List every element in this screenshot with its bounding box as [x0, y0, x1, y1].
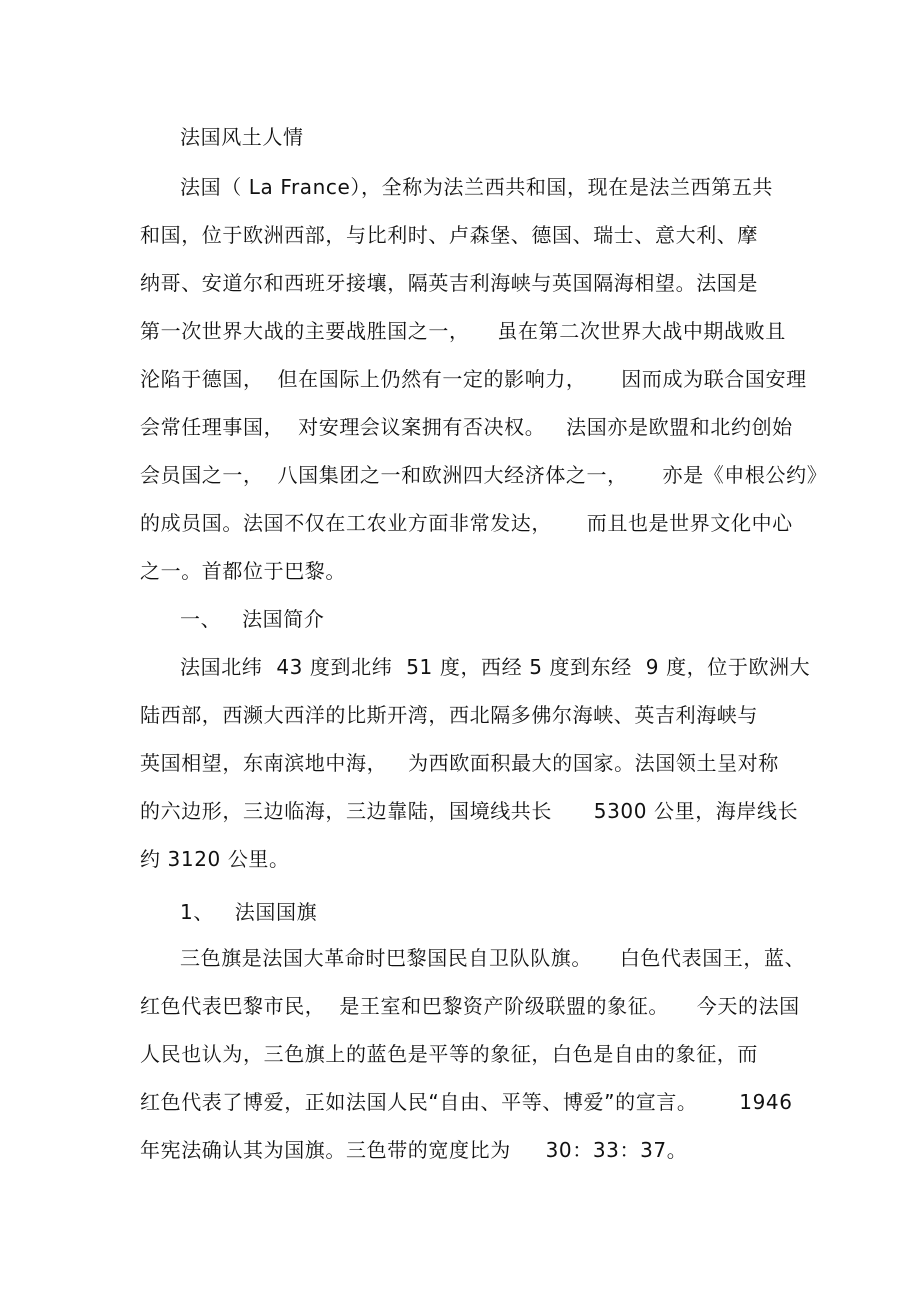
flag-line-5: 年宪法确认其为国旗。三色带的宽度比为 30：33：37。 — [140, 1138, 688, 1162]
document-title: 法国风土人情 — [180, 125, 304, 149]
intro-line-4: 第一次世界大战的主要战胜国之一， 虽在第二次世界大战中期战败且 — [140, 319, 786, 343]
section-heading-overview: 一、 法国简介 — [180, 607, 325, 631]
intro-line-5: 沦陷于德国， 但在国际上仍然有一定的影响力， 因而成为联合国安理 — [140, 367, 807, 391]
overview-line-5: 约 3120 公里。 — [140, 847, 290, 871]
flag-line-1: 三色旗是法国大革命时巴黎国民自卫队队旗。 白色代表国王，蓝、 — [180, 946, 806, 970]
overview-line-1: 法国北纬 43 度到北纬 51 度，西经 5 度到东经 9 度，位于欧洲大 — [180, 655, 811, 679]
intro-line-1: 法国（ La France），全称为法兰西共和国，现在是法兰西第五共 — [180, 175, 774, 199]
flag-line-2: 红色代表巴黎市民， 是王室和巴黎资产阶级联盟的象征。 今天的法国 — [140, 994, 800, 1018]
intro-line-9: 之一。首都位于巴黎。 — [140, 559, 346, 583]
intro-line-7: 会员国之一， 八国集团之一和欧洲四大经济体之一， 亦是《申根公约》 — [140, 463, 828, 487]
intro-line-2: 和国，位于欧洲西部，与比利时、卢森堡、德国、瑞士、意大利、摩 — [140, 223, 758, 247]
subsection-heading-flag: 1、 法国国旗 — [180, 900, 318, 924]
intro-line-8: 的成员国。法国不仅在工农业方面非常发达， 而且也是世界文化中心 — [140, 511, 793, 535]
intro-line-6: 会常任理事国， 对安理会议案拥有否决权。 法国亦是欧盟和北约创始 — [140, 415, 793, 439]
flag-line-3: 人民也认为，三色旗上的蓝色是平等的象征，白色是自由的象征，而 — [140, 1042, 758, 1066]
overview-line-2: 陆西部，西濒大西洋的比斯开湾，西北隔多佛尔海峡、英吉利海峡与 — [140, 703, 758, 727]
overview-line-3: 英国相望，东南滨地中海， 为西欧面积最大的国家。法国领土呈对称 — [140, 751, 779, 775]
overview-line-4: 的六边形，三边临海，三边靠陆，国境线共长 5300 公里，海岸线长 — [140, 799, 799, 823]
intro-line-3: 纳哥、安道尔和西班牙接壤，隔英吉利海峡与英国隔海相望。法国是 — [140, 271, 758, 295]
flag-line-4: 红色代表了博爱，正如法国人民“自由、平等、博爱”的宣言。 1946 — [140, 1090, 793, 1114]
